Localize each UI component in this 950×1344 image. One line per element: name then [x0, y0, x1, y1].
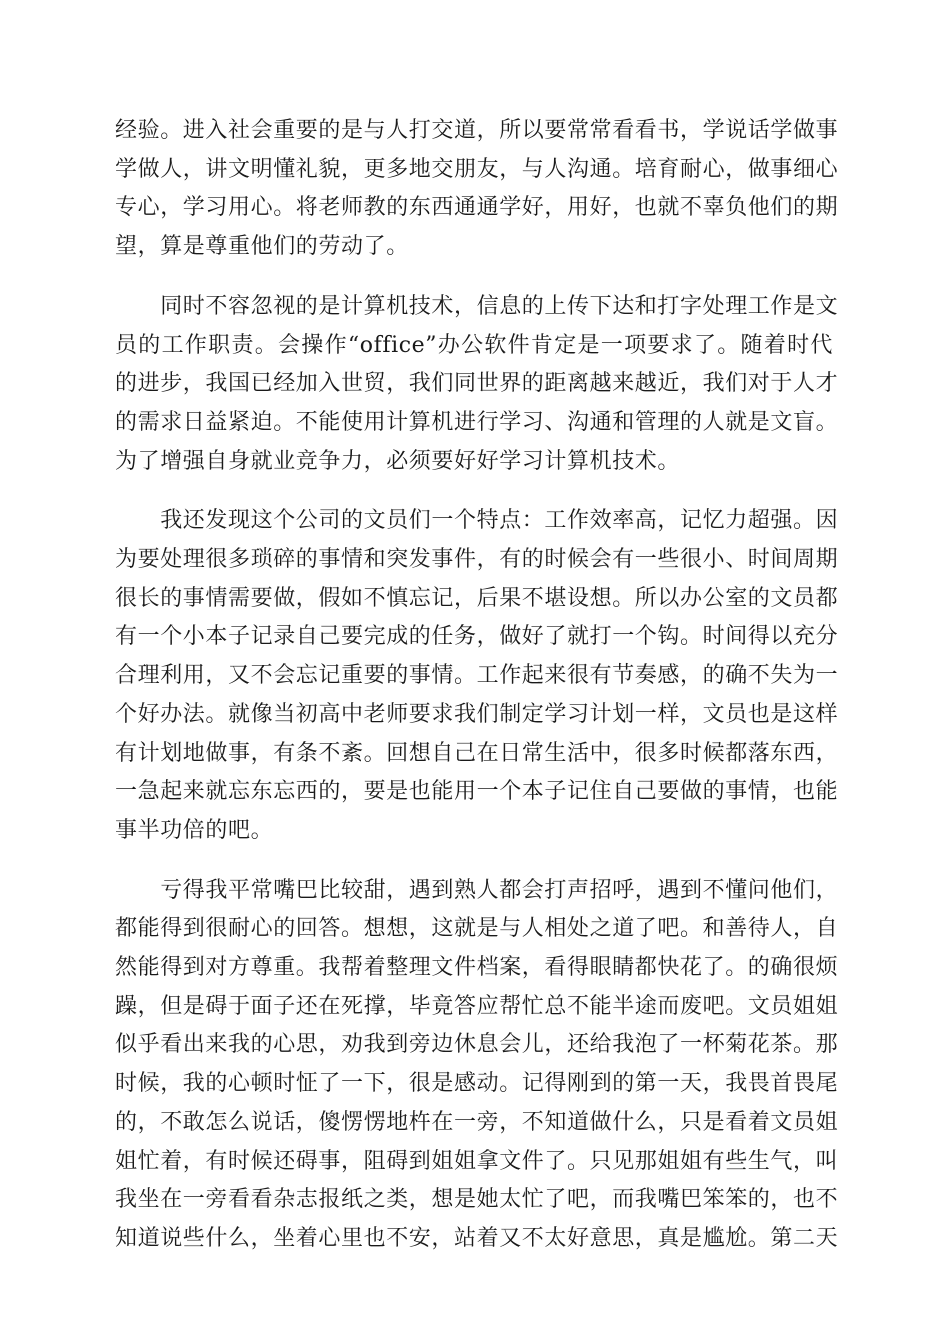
paragraph-2 [115, 288, 839, 482]
paragraph-4 [115, 872, 839, 1259]
text-line: 为要处理很多琐碎的事情和突发事件，有的时候会有一些很小、时间周期 [115, 547, 839, 573]
text-line: 个好办法。就像当初高中老师要求我们制定学习计划一样，文员也是这样 [115, 701, 839, 727]
text-line: 有一个小本子记录自己要完成的任务，做好了就打一个钩。时间得以充分 [115, 624, 839, 650]
text-line: 望，算是尊重他们的劳动了。 [115, 234, 409, 260]
text-line: 的进步，我国已经加入世贸，我们同世界的距离越来越近，我们对于人才 [115, 371, 839, 397]
paragraph-1 [115, 112, 839, 267]
text-line: 然能得到对方尊重。我帮着整理文件档案，看得眼睛都快花了。的确很烦 [115, 955, 839, 981]
text-line: 我还发现这个公司的文员们一个特点：工作效率高，记忆力超强。因 [115, 508, 839, 534]
text-line: 同时不容忽视的是计算机技术，信息的上传下达和打字处理工作是文 [115, 293, 839, 319]
text-line: 经验。进入社会重要的是与人打交道，所以要常常看看书，学说话学做事 [115, 118, 839, 143]
text-line: 时候，我的心顿时怔了一下，很是感动。记得刚到的第一天，我畏首畏尾 [115, 1071, 839, 1097]
text-line: 的需求日益紧迫。不能使用计算机进行学习、沟通和管理的人就是文盲。 [115, 409, 839, 435]
text-line: 很长的事情需要做，假如不慎忘记，后果不堪设想。所以办公室的文员都 [115, 585, 839, 611]
document-body [115, 112, 839, 1280]
text-line: 一急起来就忘东忘西的，要是也能用一个本子记住自己要做的事情，也能 [115, 779, 839, 805]
text-line: 躁，但是碍于面子还在死撑，毕竟答应帮忙总不能半途而废吧。文员姐姐 [115, 993, 839, 1019]
text-line: 都能得到很耐心的回答。想想，这就是与人相处之道了吧。和善待人，自 [115, 916, 839, 942]
text-line: 为了增强自身就业竞争力，必须要好好学习计算机技术。 [115, 448, 681, 474]
text-line: 的，不敢怎么说话，傻愣愣地杵在一旁，不知道做什么，只是看着文员姐 [115, 1109, 839, 1135]
paragraph-3 [115, 502, 839, 850]
text-line: 我坐在一旁看看杂志报纸之类，想是她太忙了吧，而我嘴巴笨笨的，也不 [115, 1187, 839, 1213]
text-line: 亏得我平常嘴巴比较甜，遇到熟人都会打声招呼，遇到不懂问他们， [115, 877, 839, 903]
text-line: 员的工作职责。会操作“office”办公软件肯定是一项要求了。随着时代 [115, 332, 833, 358]
text-line: 似乎看出来我的心思，劝我到旁边休息会儿，还给我泡了一杯菊花茶。那 [115, 1032, 839, 1058]
text-line: 专心，学习用心。将老师教的东西通通学好，用好，也就不辜负他们的期 [115, 195, 839, 221]
text-line: 姐忙着，有时候还碍事，阻碍到姐姐拿文件了。只见那姐姐有些生气，叫 [115, 1148, 839, 1174]
text-line: 学做人，讲文明懂礼貌，更多地交朋友，与人沟通。培育耐心，做事细心 [115, 156, 839, 182]
text-line: 事半功倍的吧。 [115, 817, 274, 843]
text-line: 有计划地做事，有条不紊。回想自己在日常生活中，很多时候都落东西， [115, 740, 839, 766]
text-line: 合理利用，又不会忘记重要的事情。工作起来很有节奏感，的确不失为一 [115, 663, 839, 689]
text-line: 知道说些什么，坐着心里也不安，站着又不太好意思，真是尴尬。第二天 [115, 1225, 839, 1251]
